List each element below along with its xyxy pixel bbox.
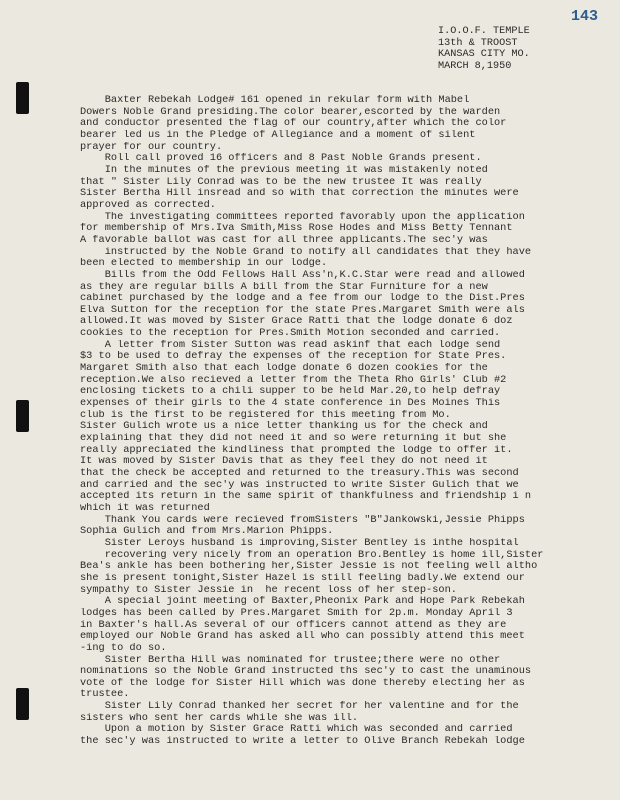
text-line: Sister Lily Conrad thanked her secret for her valentine and for the [80, 701, 519, 713]
text-line: that the check be accepted and returned to the treasury.This was second [80, 468, 519, 479]
letterhead-address [438, 26, 530, 72]
text-line: and carried and the sec'y was instructed to write Sister Gulich that we [80, 479, 519, 491]
text-line: Bills from the Odd Fellows Hall Ass'n,K.C.Star were read and allowed [80, 269, 525, 281]
text-line: bearer led us in the Pledge of Allegiance and a moment of silent [80, 129, 476, 141]
text-line: Margaret Smith also that each lodge donate 6 dozen cookies for the [80, 363, 488, 375]
text-line: Sister Bertha Hill was nominated for trustee;there were no other [80, 654, 501, 666]
binder-hole-middle [16, 400, 29, 432]
text-line: employed our Noble Grand has asked all who can possibly attend this meet [80, 631, 525, 643]
text-line: Elva Sutton for the reception for the state Pres.Margaret Smith were als [80, 304, 525, 316]
text-line: cabinet purchased by the lodge and a fee from our lodge to the Dist.Pres [80, 293, 525, 305]
text-line: Baxter Rebekah Lodge# 161 opened in rekular form with Mabel [80, 95, 470, 106]
text-line: recovering very nicely from an operation Bro.Bentley is home ill,Sister [80, 549, 544, 561]
binder-hole-top [16, 82, 29, 114]
text-line: accepted its return in the same spirit of thankfulness and friendship i n [80, 491, 532, 503]
text-line: allowed.It was moved by Sister Grace Ratti that the lodge donate 6 doz [80, 316, 513, 328]
text-line: Sister Leroys husband is improving,Sister Bentley is inthe hospital [80, 537, 519, 549]
text-line: and conductor presented the flag of our country,after which the color [80, 118, 507, 130]
text-line: Sister Gulich wrote us a nice letter thanking us for the check and [80, 421, 488, 433]
address-line-3: KANSAS CITY MO. [438, 49, 530, 60]
text-line: Sister Bertha Hill insread and so with that correction the minutes were [80, 188, 519, 200]
text-line: It was moved by Sister Davis that as they feel they do not need it [80, 456, 488, 468]
text-line: cookies to the reception for Pres.Smith Motion seconded and carried. [80, 328, 501, 340]
minutes-body [80, 95, 615, 748]
text-line: which it was returned [80, 502, 210, 514]
text-line: In the minutes of the previous meeting it was mistakenly noted [80, 164, 488, 176]
text-line: really appreciated the kindliness that prompted the lodge to offer it. [80, 444, 513, 456]
text-line: vote of the lodge for Sister Hill which was done thereby electing her as [80, 677, 525, 689]
binder-hole-bottom [16, 688, 29, 720]
address-line-1: I.O.O.F. TEMPLE [438, 26, 530, 37]
text-line: prayer for our country. [80, 141, 223, 153]
text-line: Upon a motion by Sister Grace Ratti which was seconded and carried [80, 724, 513, 736]
text-line: as they are regular bills A bill from the Star Furniture for a new [80, 281, 488, 293]
text-line: club is the first to be registered for this meeting from Mo. [80, 409, 451, 421]
text-line: Sophia Gulich and from Mrs.Marion Phipps. [80, 526, 334, 538]
text-line: for membership of Mrs.Iva Smith,Miss Rose Hodes and Miss Betty Tennant [80, 223, 513, 235]
text-line: that " Sister Lily Conrad was to be the new trustee It was really [80, 176, 482, 188]
text-line: lodges has been called by Pres.Margaret Smith for 2p.m. Monday April 3 [80, 607, 513, 619]
text-line: Bea's ankle has been bothering her,Sister Jessie is not feeling well altho [80, 561, 538, 573]
text-line: approved as corrected. [80, 199, 216, 211]
text-line: in Baxter's hall.As several of our officers cannot attend as they are [80, 619, 507, 631]
text-line: Dowers Noble Grand presiding.The color bearer,escorted by the warden [80, 106, 501, 118]
text-line: sisters who sent her cards while she was ill. [80, 712, 359, 724]
text-line: she is present tonight,Sister Hazel is still feeling badly.We extend our [80, 572, 525, 584]
text-line: instructed by the Noble Grand to notify all candidates that they have [80, 246, 532, 258]
text-line: A letter from Sister Sutton was read askinf that each lodge send [80, 339, 501, 351]
text-line: enclosing tickets to a chili supper to be held Mar.20,to help defray [80, 386, 501, 398]
text-line: $3 to be used to defray the expenses of the reception for State Pres. [80, 351, 507, 363]
text-line: Roll call proved 16 officers and 8 Past Noble Grands present. [80, 153, 482, 165]
text-line: Thank You cards were recieved fromSisters "B"Jankowski,Jessie Phipps [80, 514, 525, 526]
text-line: -ing to do so. [80, 642, 167, 654]
text-line: been elected to membership in our lodge. [80, 258, 328, 270]
text-line: nominations so the Noble Grand instructed ths sec'y to cast the unaminous [80, 666, 532, 678]
text-line: The investigating committees reported favorably upon the application [80, 211, 525, 223]
page-number: 143 [570, 8, 598, 25]
text-line: explaining that they did not need it and so were returning it but she [80, 433, 507, 445]
text-line: the sec'y was instructed to write a letter to Olive Branch Rebekah lodge [80, 736, 525, 748]
text-line: sympathy to Sister Jessie in he recent loss of her step-son. [80, 584, 457, 596]
text-line: A special joint meeting of Baxter,Pheonix Park and Hope Park Rebekah [80, 596, 525, 608]
text-line: trustee. [80, 689, 130, 701]
text-line: reception.We also recieved a letter from the Theta Rho Girls' Club #2 [80, 374, 507, 386]
text-line: A favorable ballot was cast for all three applicants.The sec'y was [80, 234, 488, 246]
address-line-4: MARCH 8,1950 [438, 60, 512, 72]
address-line-2: 13th & TROOST [438, 37, 518, 49]
text-line: expenses of their girls to the 4 state conference in Des Moines This [80, 398, 501, 410]
